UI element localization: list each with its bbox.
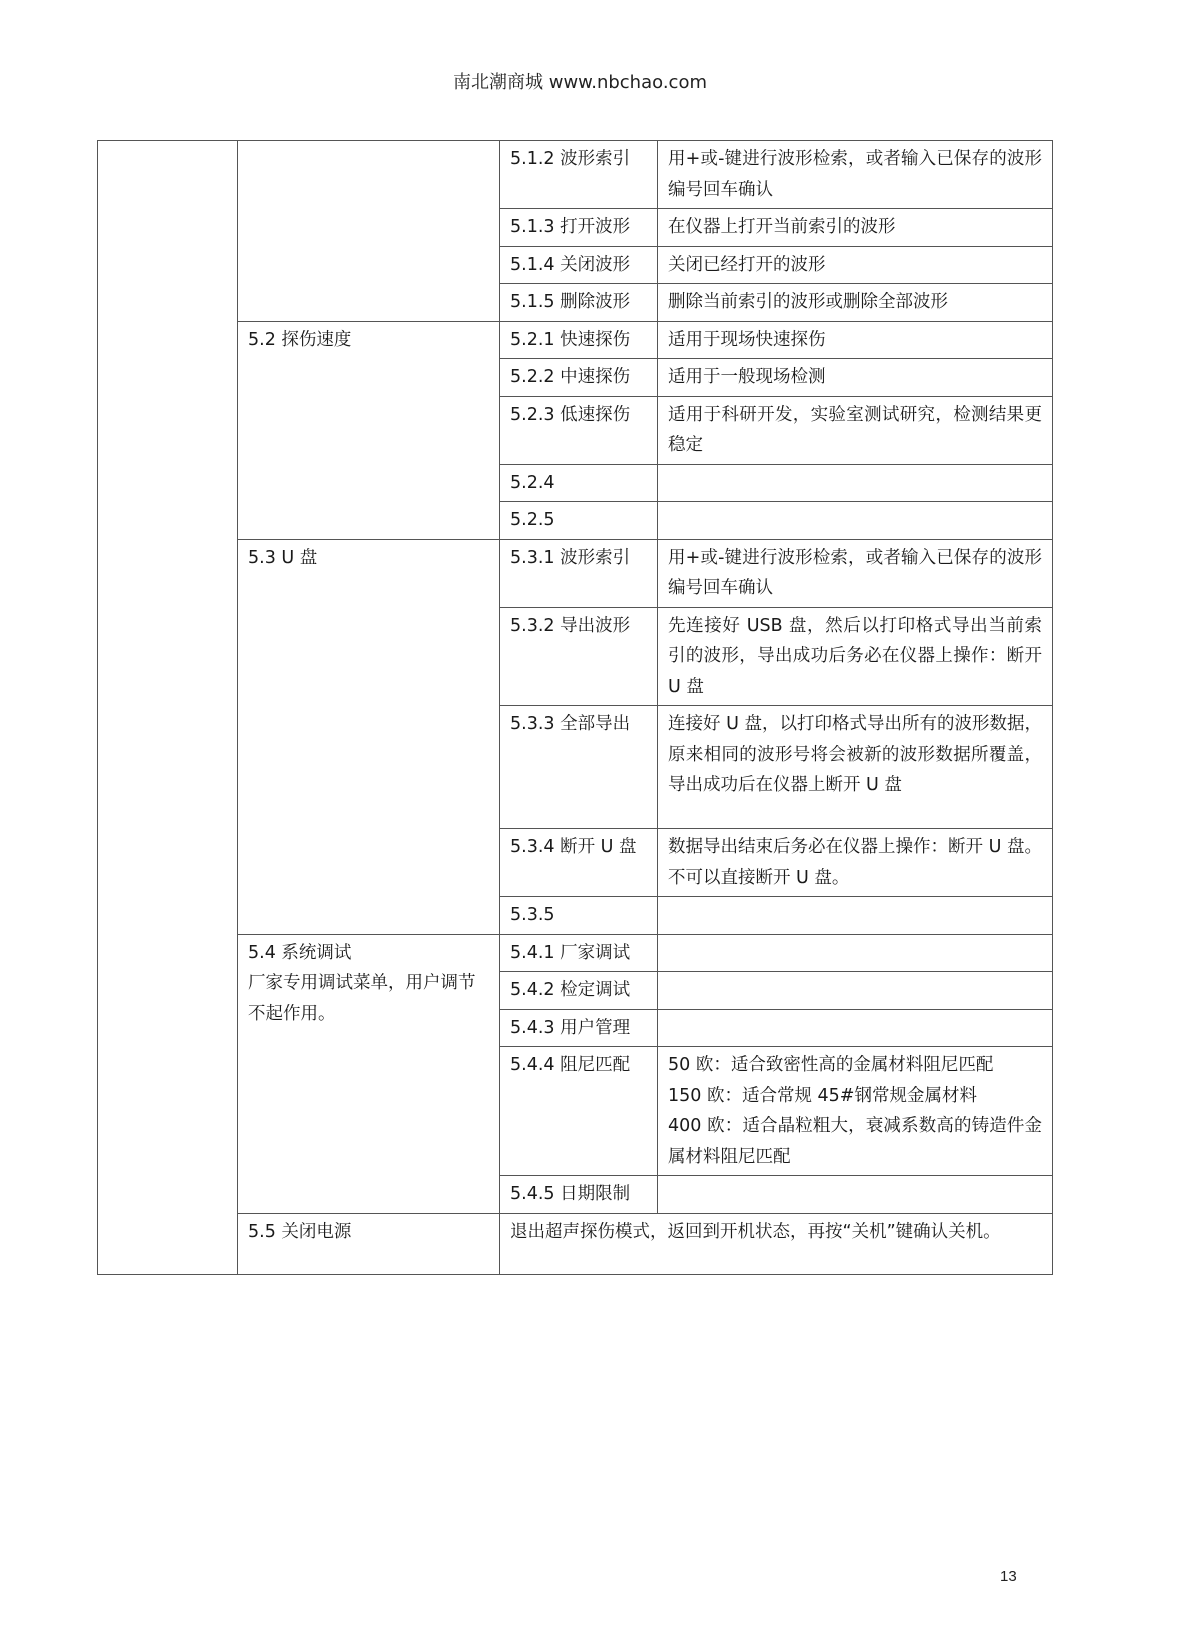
section-cell: 5.2 探伤速度 — [238, 321, 500, 539]
description-cell: 退出超声探伤模式，返回到开机状态，再按“关机”键确认关机。 — [500, 1213, 1053, 1274]
subitem-cell: 5.3.5 — [500, 897, 658, 935]
table-row — [98, 539, 1053, 607]
subitem-cell: 5.2.3 低速探伤 — [500, 396, 658, 464]
subitem-cell: 5.3.3 全部导出 — [500, 706, 658, 829]
description-cell — [658, 972, 1053, 1010]
description-cell: 适用于科研开发，实验室测试研究，检测结果更稳定 — [658, 396, 1053, 464]
section-cell: 5.5 关闭电源 — [238, 1213, 500, 1274]
description-cell: 用+或-键进行波形检索，或者输入已保存的波形编号回车确认 — [658, 539, 1053, 607]
description-cell: 适用于一般现场检测 — [658, 359, 1053, 397]
description-cell: 在仪器上打开当前索引的波形 — [658, 209, 1053, 247]
description-cell: 数据导出结束后务必在仪器上操作：断开 U 盘。不可以直接断开 U 盘。 — [658, 829, 1053, 897]
subitem-cell: 5.1.2 波形索引 — [500, 141, 658, 209]
subitem-cell: 5.2.4 — [500, 464, 658, 502]
section-cell: 5.3 U 盘 — [238, 539, 500, 934]
impedance-option-50: 50 欧：适合致密性高的金属材料阻尼匹配 — [668, 1055, 994, 1075]
subitem-cell: 5.2.1 快速探伤 — [500, 321, 658, 359]
chapter-cell — [98, 141, 238, 1275]
table-row — [98, 1213, 1053, 1274]
subitem-cell: 5.4.2 检定调试 — [500, 972, 658, 1010]
subitem-cell: 5.2.5 — [500, 502, 658, 540]
description-cell: 关闭已经打开的波形 — [658, 246, 1053, 284]
impedance-option-150: 150 欧：适合常规 45#钢常规金属材料 — [668, 1085, 977, 1106]
subitem-cell: 5.2.2 中速探伤 — [500, 359, 658, 397]
page-number: 13 — [1000, 1568, 1017, 1585]
table-row — [98, 934, 1053, 972]
description-cell: 删除当前索引的波形或删除全部波形 — [658, 284, 1053, 322]
description-cell — [658, 1009, 1053, 1047]
description-cell — [658, 934, 1053, 972]
section-title: 5.4 系统调试 — [248, 942, 352, 963]
description-cell — [658, 897, 1053, 935]
table-row — [98, 141, 1053, 209]
function-spec-table — [97, 140, 1053, 1275]
subitem-cell: 5.1.5 删除波形 — [500, 284, 658, 322]
description-cell: 先连接好 USB 盘，然后以打印格式导出当前索引的波形，导出成功后务必在仪器上操作：断开 U 盘 — [658, 607, 1053, 706]
section-cell — [238, 141, 500, 322]
section-note: 厂家专用调试菜单，用户调节不起作用。 — [248, 973, 476, 1024]
description-cell: 适用于现场快速探伤 — [658, 321, 1053, 359]
subitem-cell: 5.3.1 波形索引 — [500, 539, 658, 607]
subitem-cell: 5.1.4 关闭波形 — [500, 246, 658, 284]
description-cell — [658, 502, 1053, 540]
subitem-cell: 5.4.5 日期限制 — [500, 1176, 658, 1214]
impedance-option-400: 400 欧：适合晶粒粗大，衰减系数高的铸造件金属材料阻尼匹配 — [668, 1116, 1042, 1167]
subitem-cell: 5.1.3 打开波形 — [500, 209, 658, 247]
description-cell — [658, 1047, 1053, 1176]
description-cell — [658, 464, 1053, 502]
subitem-cell: 5.4.3 用户管理 — [500, 1009, 658, 1047]
page-header: 南北潮商城 www.nbchao.com — [453, 72, 707, 93]
table-row — [98, 321, 1053, 359]
subitem-cell: 5.3.2 导出波形 — [500, 607, 658, 706]
subitem-cell: 5.4.4 阻尼匹配 — [500, 1047, 658, 1176]
section-cell — [238, 934, 500, 1213]
description-cell: 连接好 U 盘，以打印格式导出所有的波形数据，原来相同的波形号将会被新的波形数据所覆盖，导出成功后在仪器上断开 U 盘 — [658, 706, 1053, 829]
description-cell: 用+或-键进行波形检索，或者输入已保存的波形编号回车确认 — [658, 141, 1053, 209]
subitem-cell: 5.3.4 断开 U 盘 — [500, 829, 658, 897]
subitem-cell: 5.4.1 厂家调试 — [500, 934, 658, 972]
description-cell — [658, 1176, 1053, 1214]
